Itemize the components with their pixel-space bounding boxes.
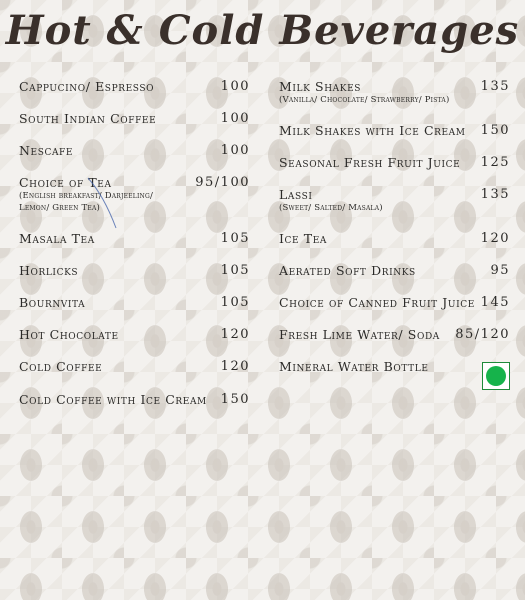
menu-item-price: 105 xyxy=(220,231,250,246)
menu-item-name: Ice Tea xyxy=(279,231,327,246)
menu-item-price: 100 xyxy=(220,143,250,158)
menu-item-price: 120 xyxy=(480,231,510,246)
menu-item-name: Mineral Water Bottle xyxy=(279,359,429,374)
menu-item-name: Choice of Canned Fruit Juice xyxy=(279,295,475,310)
menu-item-price: 95 xyxy=(490,263,510,278)
menu-item-name: Horlicks xyxy=(19,263,79,278)
menu-item-name: Choice of Tea xyxy=(19,175,112,190)
menu-item-name: Nescafe xyxy=(19,143,74,158)
menu-item-name: Masala Tea xyxy=(19,231,95,246)
menu-item-price: 120 xyxy=(220,327,250,342)
menu-item-price: 100 xyxy=(220,111,250,126)
menu-item-name: Fresh Lime Water/ Soda xyxy=(279,327,440,342)
menu-item-name: Lassi xyxy=(279,187,313,202)
menu-item-name: Cold Coffee xyxy=(19,359,103,374)
menu-item-price: 135 xyxy=(480,79,510,94)
menu-item-description: (English breakfast/ Darjeeling/ xyxy=(19,191,154,201)
menu-item-name: Cold Coffee with Ice Cream xyxy=(19,392,207,407)
menu-item-name: Cappucino/ Espresso xyxy=(19,79,155,94)
menu-item-name: Bournvita xyxy=(19,295,86,310)
menu-item-price: 105 xyxy=(220,263,250,278)
menu-title: Hot & Cold Beverages xyxy=(5,7,520,54)
menu-item-price: 135 xyxy=(480,187,510,202)
menu-item-price: 145 xyxy=(480,295,510,310)
menu-item-name: South Indian Coffee xyxy=(19,111,157,126)
menu-item-name: Milk Shakes with Ice Cream xyxy=(279,123,466,138)
menu-item-description: (Sweet/ Salted/ Masala) xyxy=(279,203,383,213)
menu-item-price: 85/120 xyxy=(455,327,510,342)
menu-item-name: Hot Chocolate xyxy=(19,327,119,342)
menu-item-name: Seasonal Fresh Fruit Juice xyxy=(279,155,461,170)
menu-item-description: Lemon/ Green Tea) xyxy=(19,203,101,213)
menu-item-name: Milk Shakes xyxy=(279,79,361,94)
menu-item-description: (Vanilla/ Chocolate/ Strawberry/ Pista) xyxy=(279,95,450,105)
menu-item-price: 125 xyxy=(480,155,510,170)
menu-item-price: 100 xyxy=(220,79,250,94)
menu-item-price: 105 xyxy=(220,295,250,310)
menu-item-price: 150 xyxy=(480,123,510,138)
menu-item-price: 150 xyxy=(220,392,250,407)
menu-item-name: Aerated Soft Drinks xyxy=(279,263,416,278)
menu-item-price: 120 xyxy=(220,359,250,374)
menu-item-price: 95/100 xyxy=(195,175,250,190)
